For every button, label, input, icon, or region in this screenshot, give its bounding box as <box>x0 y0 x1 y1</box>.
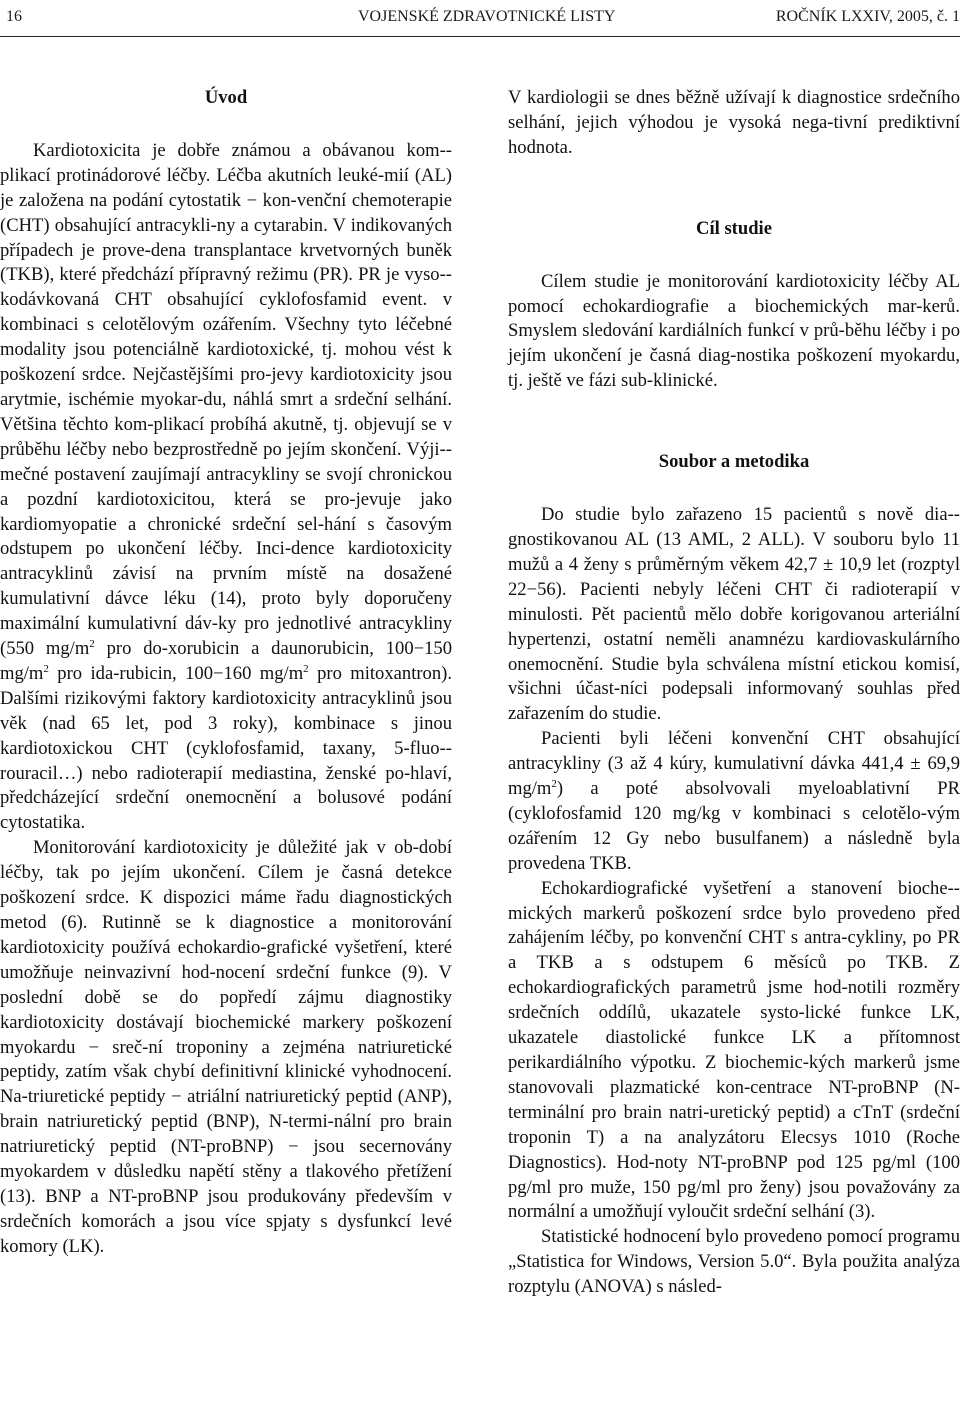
section-heading-aim: Cíl studie <box>696 217 772 239</box>
text-run: Kardiotoxicita je dobře známou a obávanou kom-plikací protinádorové léčby. Léčba akutních leuké-mií (AL) je založena na podání cytostatik − kon-venční chemoterapie (CHT) obsahující antracykli-ny a cytarabin. V indikovaných případech je prove-dena transplantace krvetvorných buněk (TKB), které předchází přípravný režimu (PR). PR je vyso-kodávkovaná CHT obsahující cyklofosfamid event. v kombinaci s celotělovým ozářením. Všechny tyto léčebné modality jsou potenciálně kardiotoxické, tj. mohou vést k poškození srdce. Nejčastějšími pro-jevy kardiotoxicity jsou arytmie, ischémie myokar-du, náhlá smrt a srdeční selhání. Většina těchto kom-plikací probíhá akutně, tj. objevují se v průběhu léčby nebo bezprostředně po jejím skončení. Výji-mečné postavení zaujímají antracykliny se svojí chronickou a pozdní kardiotoxicitou, která se pro-jevuje jako kardiomyopatie a chronické srdeční sel-hání s časovým odstupem po ukončení léčby. Inci-dence kardiotoxicity antracyklinů závisí na prvním místě na dosažené kumulativní dávce léku (14), proto byly doporučeny maximální kumulativní dáv-ky pro jednotlivé antracykliny (550 mg/m <box>0 139 452 660</box>
paragraph-intro-1 <box>0 139 452 836</box>
text-run: pro ida-rubicin, 100−160 mg/m <box>48 662 304 684</box>
text-run: ) a poté absolvovali myeloablativní PR (cyklofosfamid 120 mg/kg v kombinaci s celotělo-vým ozářením 12 Gy nebo busulfanem) a následně byla provedena TKB. <box>508 778 960 874</box>
superscript: 2 <box>89 637 95 650</box>
left-column <box>0 86 452 1260</box>
section-heading-methods: Soubor a metodika <box>658 451 810 473</box>
paragraph-methods-1: Do studie bylo zařazeno 15 pacientů s nově dia-gnostikovanou AL (13 AML, 2 ALL). V souboru bylo 11 mužů a 4 ženy s průměrným věkem 42,7 ± 10,9 let (rozptyl 22−56). Pacienti nebyly léčeni CHT či radioterapií v minulosti. Pět pacientů mělo dobře korigovanou arteriální hypertenzi, ostatní neměli anamnézu kardiovaskulárního onemocnění. Studie byla schválena místní etickou komisí, všichni účast-níci podepsali informovaný souhlas před zařazením do studie. <box>508 504 960 725</box>
text-run: pro do-xorubicin a daunorubicin, 100−150 mg/m <box>0 638 452 684</box>
paragraph-methods-3: Echokardiografické vyšetření a stanovení bioche-mických markerů poškození srdce bylo provedeno před zahájením léčby, po konvenční CHT s antra-cykliny, po PR a TKB a s odstupem 6 měsíců po TKB. Z echokardiografických parametrů jsme hod-notili rozměry srdečních oddílů, ukazatele systo-lické funkce LK, ukazatele diastolické funkce LK a přítomnost perikardiálního výpotku. Z biochemic-kých markerů jsme stanovovali plazmatické kon-centrace NT-proBNP (N-terminální pro brain natri-uretický peptid) a cTnT (srdeční troponin T) a na analyzátoru Elecsys 1010 (Roche Diagnostics). Hod-noty NT-proBNP pod 125 pg/ml (100 pg/ml pro muže, 150 pg/ml pro ženy) jsou považovány za normální a umožňují vyloučit srdeční selhání (3). <box>508 877 960 1223</box>
right-column <box>508 86 960 1300</box>
paragraph-intro-2: Monitorování kardiotoxicity je důležité jak v ob-dobí léčby, tak po jejím ukončení. Cílem je časná detekce poškození srdce. K dispozici máme řadu diagnostických metod (6). Rutinně se k diagnostice a monitorování kardiotoxicity používá echokardio-grafické vyšetření, které umožňuje neinvazivní hod-nocení srdeční funkce (9). V poslední době se do popředí zájmu diagnostiky kardiotoxicity dostávají biochemické markery poškození myokardu − sreč-ní troponiny a zejména natriuretické peptidy, zatím však chybí definitivní klinické vyhodnocení. Na-triuretické peptidy − atriální natriuretický peptid (ANP), brain natriuretický peptid (BNP), N-termi-nální pro brain natriuretický peptid (NT-proBNP) − jsou secernovány myokardem v důsledku napětí stěny a tlakového přetížení (13). BNP a NT-proBNP jsou produkovány především v srdečních komorách a jsou více spjaty s dysfunkcí levé komory (LK). <box>0 837 452 1257</box>
header-rule <box>0 36 960 37</box>
superscript: 2 <box>303 662 309 675</box>
section-heading-intro: Úvod <box>204 87 248 108</box>
paragraph-methods-4: Statistické hodnocení bylo provedeno pomocí programu „Statistica for Windows, Version 5.0“. Byla použita analýza rozptylu (ANOVA) s násled- <box>508 1226 960 1298</box>
journal-title: VOJENSKÉ ZDRAVOTNICKÉ LISTY <box>358 8 616 25</box>
text-run: pro mitoxantron). Dalšími rizikovými faktory kardiotoxicity antracyklinů jsou věk (nad 65 let, pod 3 roky), kombinace s jinou kardiotoxickou CHT (cyklofosfamid, taxany, 5-fluo-rouracil…) nebo radioterapií mediastina, ženské po-hlaví, předcházející srdeční onemocnění a bolusové podání cytostatika. <box>0 662 452 834</box>
superscript: 2 <box>551 777 557 790</box>
running-header <box>0 0 960 34</box>
paragraph-intro-continued: V kardiologii se dnes běžně užívají k diagnostice srdečního selhání, jejich výhodou je vysoká nega-tivní prediktivní hodnota. <box>508 87 960 158</box>
page-number: 16 <box>6 8 22 25</box>
paragraph-methods-2 <box>508 727 960 876</box>
superscript: 2 <box>43 662 49 675</box>
text-run: Pacienti byli léčeni konvenční CHT obsahující antracykliny (3 až 4 kúry, kumulativní dávka 441,4 ± 69,9 mg/m <box>508 728 960 800</box>
paragraph-aim: Cílem studie je monitorování kardiotoxicity léčby AL pomocí echokardiografie a biochemických mar-kerů. Smyslem sledování kardiálních funkcí v prů-běhu léčby i po jejím ukončení je časná diag-nostika poškození myokardu, tj. ještě ve fázi sub-klinické. <box>508 270 960 392</box>
volume-info: ROČNÍK LXXIV, 2005, č. 1 <box>775 8 960 25</box>
